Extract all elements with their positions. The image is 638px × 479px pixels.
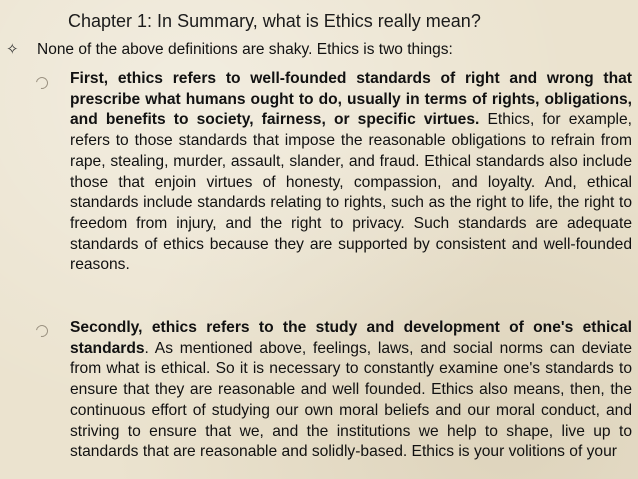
open-circle-icon (34, 323, 51, 340)
open-circle-icon (34, 75, 51, 92)
point-second (70, 318, 632, 463)
four-point-star-icon: ✧ (6, 41, 19, 58)
point-first-lead: First, ethics refers to well-founded standards of right and wrong that prescribe what humans ought to do, usually in terms of rights, obligations, and benefits to society, fairness, or specific virtues. (70, 70, 632, 129)
slide-title: Chapter 1: In Summary, what is Ethics really mean? (68, 11, 481, 31)
point-first (70, 69, 632, 276)
intro-text: None of the above definitions are shaky. Ethics is two things: (37, 41, 453, 58)
point-second-lead: Secondly, ethics refers to the study and development of one's ethical standards (70, 319, 632, 357)
point-second-body: . As mentioned above, feelings, laws, and social norms can deviate from what is ethical. So it is necessary to constantly examine one's standards to ensure that they are reasonable and well founded. Ethics also means, then, the continuous effort of studying our own moral beliefs and our moral conduct, and striving to ensure that we, and the institutions we help to shape, live up to standards that are reasonable and solidly-based. Ethics is your volitions of your (70, 339, 632, 461)
point-first-body: Ethics, for example, refers to those standards that impose the reasonable obligations to refrain from rape, stealing, murder, assault, slander, and fraud. Ethical standards also include those that enjoin virtues of honesty, compassion, and loyalty. And, ethical standards include standards relating to rights, such as the right to life, the right to freedom from injury, and the right to privacy. Such standards are adequate standards of ethics because they are supported by consistent and well-founded reasons. (70, 111, 633, 274)
